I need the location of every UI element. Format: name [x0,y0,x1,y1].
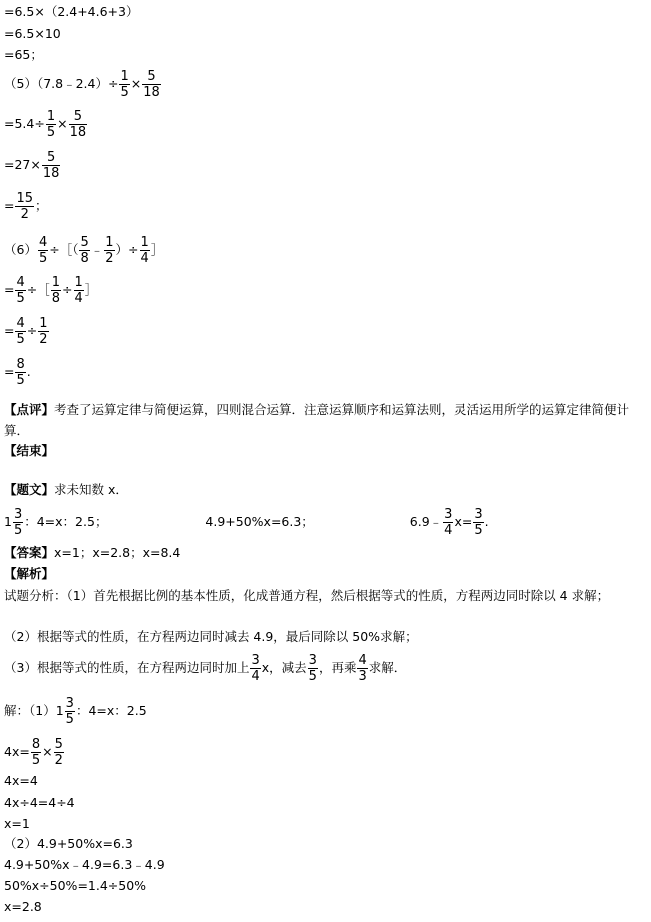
step-line: =65； [4,47,43,62]
fraction: $\frac{1}{5}$ [120,69,129,100]
fraction: $\frac{4}{5}$ [38,235,48,266]
analysis-point-3: （3）根据等式的性质，在方程两边同时加上 $\frac{3}{4}$ x，减去 $\frac{3}{5}$ ，再乘 $\frac{4}{3}$ 求解． [4,653,407,684]
end-tag: 【结束】 [4,443,55,458]
answer-tag: 【答案】 [4,545,55,560]
problem-5-line [4,70,162,99]
step-line: = $\frac{15}{2}$ ； [4,191,48,222]
text: × [130,76,142,91]
question-line [4,482,128,498]
fraction: $\frac{5}{18}$ [42,150,60,181]
solution-line: 4x= $\frac{8}{5}$ × $\frac{5}{2}$ [4,737,63,768]
problem-6-line: （6） $\frac{4}{5}$ ÷［（ $\frac{5}{8}$ ﹣ $\frac{1}{2}$ ）÷ $\frac{1}{4}$ ］ [4,235,164,266]
fraction: $\frac{15}{2}$ [16,191,34,222]
answer-line [4,545,180,561]
fraction: $\frac{8}{5}$ [16,357,25,388]
fraction: $\frac{5}{2}$ [54,737,63,768]
equation-3: 6.9﹣ $\frac{3}{4}$ x= $\frac{3}{5}$ . [409,507,489,538]
solution-line: x=1 [4,816,30,831]
equation-1: 1 $\frac{3}{5}$ ：4=x：2.5； [4,507,108,538]
equations-line [4,508,644,537]
solution-line: 解：（1）1 $\frac{3}{5}$ ：4=x：2.5 [4,696,147,727]
fraction: $\frac{1}{4}$ [74,275,83,306]
step-line: =27× $\frac{5}{18}$ [4,150,60,181]
step-line: =6.5×10 [4,26,61,41]
solution-line: 4x÷4=4÷4 [4,795,75,810]
question-text: 求未知数 x． [54,482,128,497]
step-line: = $\frac{4}{5}$ ÷ $\frac{1}{2}$ [4,316,48,347]
solution-line: 4.9+50%x﹣4.9=6.3﹣4.9 [4,857,165,872]
fraction: $\frac{1}{4}$ [140,235,149,266]
fraction: $\frac{3}{4}$ [444,507,453,538]
fraction: $\frac{5}{8}$ [80,235,89,266]
fraction: $\frac{3}{5}$ [13,507,23,538]
comment-tag: 【点评】 [4,402,55,417]
fraction: $\frac{1}{5}$ [46,109,56,140]
fraction: $\frac{3}{5}$ [65,696,74,727]
analysis-tag: 【解析】 [4,566,55,581]
solution-line: 50%x÷50%=1.4÷50% [4,878,147,893]
solution-line: 4x=4 [4,773,38,788]
fraction: $\frac{3}{4}$ [251,653,260,684]
analysis-point-2: （2）根据等式的性质，在方程两边同时减去 4.9，最后同除以 50%求解； [4,629,418,644]
fraction: $\frac{8}{5}$ [31,737,41,768]
analysis-point-1: 试题分析：（1）首先根据比例的基本性质，化成普通方程，然后根据等式的性质，方程两边同时除以 4 求解； [4,588,610,603]
step-line: =5.4÷ $\frac{1}{5}$ × $\frac{5}{18}$ [4,109,87,140]
fraction: $\frac{3}{5}$ [474,507,483,538]
fraction: $\frac{5}{18}$ [143,69,160,100]
fraction: $\frac{1}{2}$ [39,316,48,347]
step-line: =6.5×（2.4+4.6+3） [4,4,139,19]
question-tag: 【题文】 [4,482,55,497]
answer-text: x=1；x=2.8；x=8.4 [54,545,181,560]
fraction: $\frac{1}{8}$ [51,275,61,306]
fraction: $\frac{1}{2}$ [105,235,114,266]
text: （5）（7.8﹣2.4）÷ [4,76,119,91]
step-line: = $\frac{8}{5}$ . [4,357,31,388]
equation-2: 4.9+50%x=6.3； [205,514,314,529]
fraction: $\frac{5}{18}$ [69,109,87,140]
comment-text: 考查了运算定律与简便运算，四则混合运算．注意运算顺序和运算法则，灵活运用所学的运算定律简便计算． [4,402,630,438]
step-line: = $\frac{4}{5}$ ÷［ $\frac{1}{8}$ ÷ $\frac{1}{4}$ ］ [4,275,98,306]
solution-line: （2）4.9+50%x=6.3 [4,836,133,851]
fraction: $\frac{4}{5}$ [16,316,25,347]
fraction: $\frac{4}{5}$ [16,275,25,306]
fraction: $\frac{4}{3}$ [358,653,367,684]
fraction: $\frac{3}{5}$ [308,653,317,684]
solution-line: x=2.8 [4,899,42,914]
comment-paragraph [4,399,644,441]
